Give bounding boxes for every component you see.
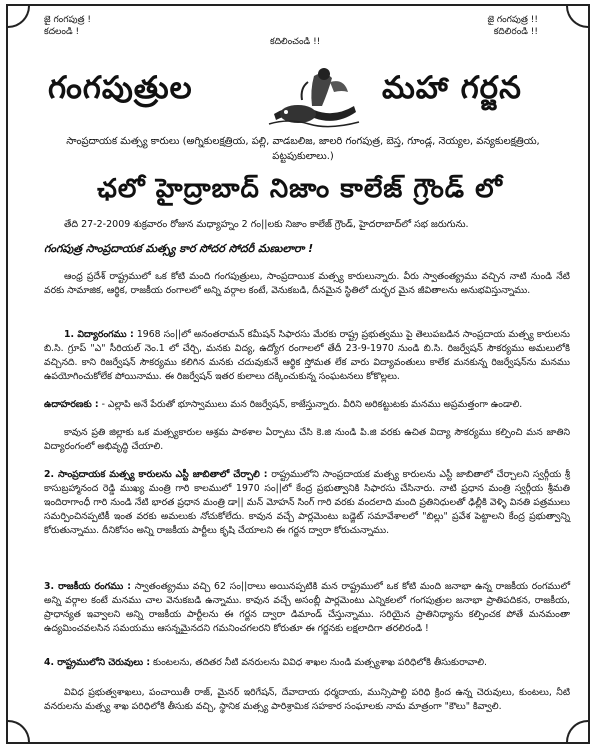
paragraph-politics [44, 580, 570, 636]
slogan-left-line2: కదలండి ! [44, 27, 80, 37]
paragraph-text: రాష్ట్రములోని సాంప్రదాయక మత్స్య కారులను ఎస్టీ జాబితాలో చేర్చాలని స్వర్గీయ శ్రీ కాసుబ్రహ్మానంద రెడ్డి ముఖ్య మంత్రి గారి కాలములో 1970 సం||లో కేంద్ర ప్రభుత్వానికి సిఫారసు చేసినారు. నాటి ప్రధాన మంత్రి స్వర్గీయ శ్రీమతి ఇందిరాగాంధీ గారి నుండి నేటి భారత ప్రధాన మంత్రి డా|| మన్ మోహన్ సింగ్ గారి వరకు వందలాది మంది ప్రతినిధులతో ఢిల్లీకి వెళ్ళి వినతి పత్రములు సమర్పించినప్పటికీ ఇంత వరకు అమలుకు నోచుకోలేదు. కావున వచ్చే పార్లమెంటు బడ్జెట్ సమావేశాలలో "బిల్లు" ప్రవేశ పెట్టాలని కేంద్ర ప్రభుత్వాన్ని కోరుతున్నాము. దీనికోసం అన్ని రాజకీయ పార్టీలు కృషి చేయాలని ఈ గర్జన ద్వారా కోరుచున్నాము. [44, 469, 570, 536]
paragraph-heading: 1. విద్యారంగము : [64, 329, 134, 340]
corner-ornament [6, 720, 30, 744]
paragraph-departments: వివిధ ప్రభుత్వశాఖలు, పంచాయితీ రాజ్, మైనర్ ఇరిగేషన్, దేవాదాయ ధర్మదాయ, మున్సిపాల్టి పరిధి క్రింద ఉన్న చెరువులు, కుంటలు, నీటి వనరులను మత్స్య శాఖ పరిధిలోకి తీసుకు వచ్చి, స్థానిక మత్స్య పారిశ్రామిక సహకార సంఘాలకు నామ మాత్రంగా "కౌలు" కివ్వాలి. [44, 687, 570, 712]
meeting-details: తేది 27-2-2009 శుక్రవారం రోజున మధ్యాహ్నం 2 గం||లకు నిజాం కాలేజ్ గ్రౌండ్, హైదరాబాద్‌లో సభ జరుగును. [64, 219, 469, 230]
salutation: గంగపుత్ర సాంప్రదాయక మత్స్య కార సోదర సోదరీ మణులారా ! [44, 242, 314, 255]
pamphlet-sheet [6, 4, 590, 744]
paragraph-text: స్వాతంత్య్రము వచ్చి 62 సం||రాలు అయినప్పటికి మన రాష్ట్రములో ఒక కోటి మంది జనాభా ఉన్న రాజకీయ రంగములో అన్ని వర్గాల కంటే మనము చాల వెనుకబడి ఉన్నాము. కావున వచ్చే అసంబ్లీ పార్లమెంటు ఎన్నికలలో గంగపుత్రుల జనాభా ప్రాతిపదికన, రాజకీయ, ప్రాధాన్యత ఇవ్వాలని అన్ని రాజకీయ పార్టీలను ఈ గర్జన ద్వారా డిమాండ్ చేస్తున్నాము. సరియైన ప్రాతినిధ్యాను కల్పించక పోతే మనమంతా ఉద్యమించవలసిన సమయము ఆసన్నమైనదని గమనించగలరని కోరుతూ ఈ గర్జనకు లక్షలాదిగా తరలిరండి ! [44, 581, 571, 634]
fisherman-goddess-logo-icon [264, 62, 364, 132]
title-right: మహా గర్జన [382, 70, 522, 106]
paragraph-example [44, 398, 570, 412]
slogan-right [487, 14, 538, 38]
castes-list: సాంప్రదాయక మత్స్య కారులు (అగ్నికులక్షత్రియ, పల్లి, వాడబలిజ, జాలరి గంగపుత్ర, బెస్త, గూండ్ల, నెయ్యల, వన్యకులక్షత్రియ, పట్టపుకులాలు.) [66, 136, 540, 162]
paragraph-schools: కావున ప్రతి జిల్లాకు ఒక మత్స్యకారుల ఆశ్రమ పాఠశాల ఏర్పాటు చేసి కె.జి నుండి పి.జి వరకు ఉచిత విద్యా సౌకర్యము కల్పించి మన జాతిని విద్యారంగంలో అభివృద్ధి చేయాలి. [44, 427, 570, 452]
slogan-center: కదిలించండి !! [270, 37, 321, 47]
paragraph-intro: ఆంధ్ర ప్రదేశ్ రాష్ట్రములో ఒక కోటి మంది గంగపుత్రులు, సాంప్రదాయిక మత్స్య కారులున్నారు. వీరు స్వాతంత్య్రము వచ్చిన నాటి నుండి నేటి వరకు సామాజిక, ఆర్థిక, రాజకీయ రంగాలలో అన్ని వర్గాల కంటే, వెనుకబడి, దీనమైన స్థితిలో దుర్భర మైన జీవితాలను అనుభవిస్తున్నాము. [44, 271, 570, 296]
slogan-right-line2: కదిలిరండి !! [493, 27, 538, 37]
paragraph-text: కుంటలను, తదితర నీటి వనరులను వివిధ శాఖల నుండి మత్స్యశాఖ పరిధిలోకి తీసుకురావాలి. [150, 657, 488, 668]
paragraph-ponds [44, 656, 570, 670]
paragraph-heading: 3. రాజకీయ రంగము : [44, 581, 131, 592]
corner-ornament [6, 4, 30, 28]
title-row [26, 62, 574, 132]
corner-ornament [566, 720, 590, 744]
slogan-right-line1: జై గంగపుత్ర !! [487, 15, 538, 25]
paragraph-heading: 4. రాష్ట్రములోని చెరువులు : [44, 657, 151, 668]
slogan-left [44, 14, 91, 38]
paragraph-text: 1968 సం||లో అనంతరామన్ కమీషన్ సిఫారసు మేరకు రాష్ట్ర ప్రభుత్వము పై తెలుపబడిన సాంప్రదాయ మత్స్య కారులను బి.సి. గ్రూప్ "ఎ" సీరియల్ నెం.1 లో చేర్చి, మనకు విద్య, ఉద్యోగ రంగాలలో తేదీ 23-9-1970 నుండి బి.సి. రిజర్వేషన్ సౌకర్యము అమలులోకి వచ్చినది. కాని రిజర్వేషన్ సౌకర్యము కలిగిన మనకు చదువుకునే ఆర్థిక స్తోమత లేక వారు విద్యావంతులు కాలేక మనకున్న రిజర్వేషన్‌ను మనము ఉపయోగించుకోలేక పోయినాము. ఈ రిజర్వేషన్ ఇతర కులాలు దక్కించుకున్న సంఘటనలు కోకొల్లలు. [44, 329, 570, 382]
paragraph-st-list [44, 468, 570, 538]
headline: ఛలో హైద్రాబాద్ నిజాం కాలేజ్ గ్రౌండ్ లో [97, 174, 503, 204]
title-left: గంగపుత్రుల [48, 70, 193, 106]
paragraph-education [44, 328, 570, 384]
paragraph-text: - ఎల్లాపి అనే పేరుతో భూస్వాములు మన రిజర్వేషన్, కాజేస్తున్నారు. వీరిని అరికట్టుటకు మనము అప్రమత్తంగా ఉండాలి. [98, 399, 523, 410]
paragraph-heading: 2. సాంప్రదాయక మత్స్య కారులను ఎస్టీ జాబితాలో చేర్చాలి : [44, 469, 268, 480]
slogan-left-line1: జై గంగపుత్ర ! [44, 15, 91, 25]
corner-ornament [566, 4, 590, 28]
paragraph-heading: ఉదాహరణకు : [44, 399, 99, 410]
